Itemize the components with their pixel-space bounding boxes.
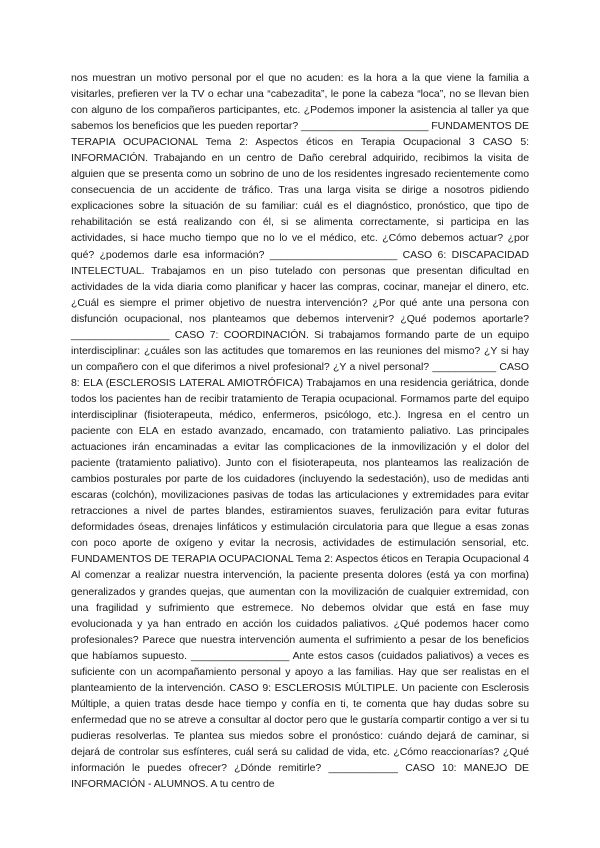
body-text: nos muestran un motivo personal por el que no acuden: es la hora a la que viene la familia a visitarles, prefieren ver la TV o echar una “cabezadita”, le pone la cabeza “loca”, no se llevan bien con alguno de los compañeros participantes, etc. ¿Podemos imponer la asistencia al taller ya que sabemos los beneficios que les pueden reportar? ______________________ FUNDAMENTOS DE TERAPIA OCUPACIONAL Tema 2: Aspectos éticos en Terapia Ocupacional 3 CASO 5: INFORMACIÓN. Trabajando en un centro de Daño cerebral adquirido, recibimos la visita de alguien que se presenta como un sobrino de uno de los residentes ingresado recientemente como consecuencia de un accidente de tráfico. Tras una larga visita se dirige a nosotros pidiendo explicaciones sobre la situación de su familiar: cuál es el diagnóstico, pronóstico, que tipo de rehabilitación se está realizando con él, si se alimenta correctamente, si participa en las actividades, si hace mucho tiempo que no lo ve el médico, etc. ¿Cómo debemos actuar? ¿por qué? ¿podemos darle esa información? ______________________ CASO 6: DISCAPACIDAD INTELECTUAL. Trabajamos en un piso tutelado con personas que presentan dificultad en actividades de la vida diaria como planificar y hacer las compras, cocinar, manejar el dinero, etc. ¿Cuál es siempre el primer objetivo de nuestra intervención? ¿Por qué ante una persona con disfunción ocupacional, nos planteamos que debemos intervenir? ¿Qué podemos aportarle? _________________ CASO 7: COORDINACIÓN. Si trabajamos formando parte de un equipo interdisciplinar: ¿cuáles son las actitudes que tomaremos en las reuniones del mismo? ¿Y si hay un compañero con el que diferimos a nivel profesional? ¿Y a nivel personal? ___________ CASO 8: ELA (ESCLEROSIS LATERAL AMIOTRÓFICA) Trabajamos en una residencia geriátrica, donde todos los pacientes han de recibir tratamiento de Terapia ocupacional. Formamos parte del equipo interdisciplinar (fisioterapeuta, médico, enfermeros, psicólogo, etc.). Ingresa en el centro un paciente con ELA en estado avanzado, encamado, con tratamiento paliativo. Las principales actuaciones irán encaminadas a evitar las complicaciones de la inmovilización y el dolor del paciente (tratamiento paliativo). Junto con el fisioterapeuta, nos planteamos las realización de cambios posturales por parte de los cuidadores (incluyendo la sedestación), uso de medidas anti escaras (colchón), movilizaciones pasivas de todas las articulaciones y extremidades para evitar retracciones a nivel de partes blandes, estiramientos suaves, ferulización para evitar futuras deformidades óseas, drenajes linfáticos y estimulación circulatoria para que llegue a esas zonas con poco aporte de oxígeno y evitar la necrosis, actividades de estimulación sensorial, etc. FUNDAMENTOS DE TERAPIA OCUPACIONAL Tema 2: Aspectos éticos en Terapia Ocupacional 4 Al comenzar a realizar nuestra intervención, la paciente presenta dolores (está ya con morfina) generalizados y grandes quejas, que aumentan con la movilización de cualquier extremidad, con una fragilidad y sufrimiento que estremece. No debemos olvidar que está en fase muy evolucionada y ya han entrado en acción los cuidados paliativos. ¿Qué podemos hacer como profesionales? Parece que nuestra intervención aumenta el sufrimiento a pesar de los beneficios que habíamos supuesto. _________________ Ante estos casos (cuidados paliativos) a veces es suficiente con un acompañamiento personal y apoyo a las familias. Hay que ser realistas en el planteamiento de la intervención. CASO 9: ESCLEROSIS MÚLTIPLE. Un paciente con Esclerosis Múltiple, a quien tratas desde hace tiempo y confía en ti, te comenta que hay dudas sobre su enfermedad que no se atreve a consultar al doctor pero que le gustaría compartir contigo a ver si tu pudieras resolverlas. Te plantea sus miedos sobre el pronóstico: cuándo dejará de caminar, si dejará de controlar sus esfínteres, cuál será su calidad de vida, etc. ¿Cómo reaccionarías? ¿Qué información le puedes ofrecer? ¿Dónde remitirle? ____________ CASO 10: MANEJO DE INFORMACIÓN - ALUMNOS. A tu centro de [71,72,529,791]
document-page [71,70,529,792]
